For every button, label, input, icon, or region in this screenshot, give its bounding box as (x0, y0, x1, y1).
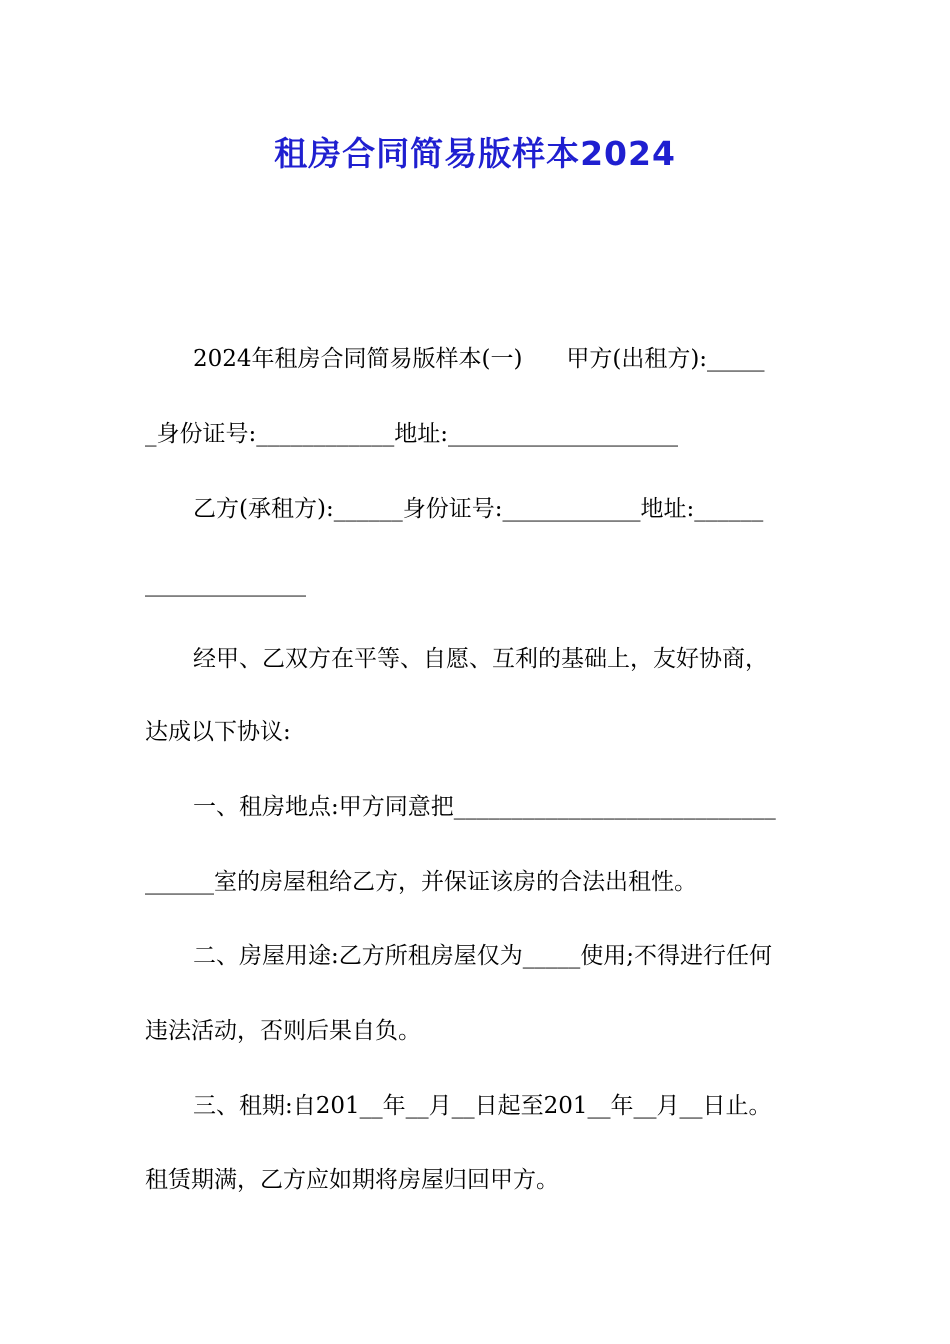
paragraph-line-3: 乙方(承租方):______身份证号:____________地址:______ (193, 496, 764, 522)
paragraph-line-9: 二、房屋用途:乙方所租房屋仅为_____使用;不得进行任何 (193, 943, 772, 969)
paragraph-line-1: 2024年租房合同简易版样本(一) 甲方(出租方):_____ (193, 346, 765, 372)
paragraph-line-4: ______________ (145, 571, 306, 597)
paragraph-line-10: 违法活动，否则后果自负。 (145, 1018, 421, 1044)
paragraph-line-6: 达成以下协议: (145, 719, 291, 745)
paragraph-line-7: 一、租房地点:甲方同意把____________________________ (193, 794, 776, 820)
paragraph-line-12: 租赁期满，乙方应如期将房屋归回甲方。 (145, 1167, 559, 1193)
paragraph-line-5: 经甲、乙双方在平等、自愿、互利的基础上，友好协商， (193, 646, 768, 672)
paragraph-line-8: ______室的房屋租给乙方，并保证该房的合法出租性。 (145, 869, 697, 895)
document-title: 租房合同简易版样本2024 (274, 134, 676, 173)
paragraph-line-11: 三、租期:自201__年__月__日起至201__年__月__日止。 (193, 1093, 772, 1119)
paragraph-line-2: _身份证号:____________地址:____________________ (145, 421, 678, 447)
